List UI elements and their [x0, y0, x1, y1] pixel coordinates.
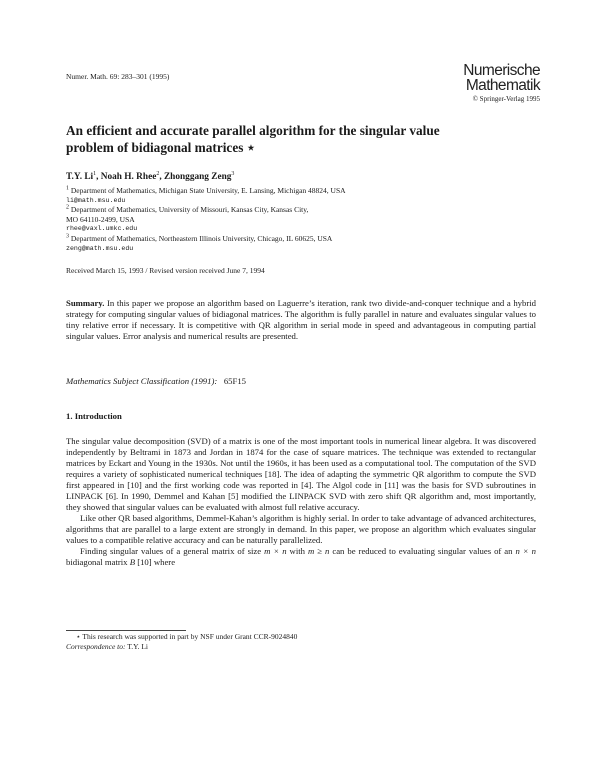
paragraph: The singular value decomposition (SVD) of a matrix is one of the most important tools in numerical linear algebra. It was discovered independently by Beltrami in 1873 and Jordan in 1874 for the case of square matrices. The technique was extended to rectangular matrices by Eckart and Young in the 1930s. Not until the 1960s, it has been used as a computational tool. The computation of the SVD requires a variety of sophisticated numerical techniques [18]. The idea of adapting the symmetric QR algorithm to compute the SVD first appeared in [10] and the first working code was reported in [4]. The Algol code in [11] was the basis for SVD subroutines in LINPACK [6]. In 1990, Demmel and Kahan [5] modified the LINPACK SVD with zero shift QR algorithm and, most importantly, they showed that singular values can be evaluated with almost full relative accuracy. [66, 436, 536, 512]
affiliation-marker: 3 [231, 170, 235, 177]
affiliation-marker: 2 [156, 170, 160, 177]
abstract-label: Summary. [66, 298, 105, 308]
msc-label: Mathematics Subject Classification (1991): [66, 376, 218, 386]
math-expression: B [129, 557, 136, 567]
math-expression: m × n [264, 546, 287, 556]
author-name: Zhonggang Zeng [163, 172, 232, 182]
section-heading: 1. Introduction [66, 411, 122, 421]
email-address: zeng@math.msu.edu [66, 244, 134, 252]
journal-logo [440, 64, 540, 103]
affiliation-text: Department of Mathematics, Northeastern Illinois University, Chicago, IL 60625, USA [70, 233, 333, 243]
paper-title: An efficient and accurate parallel algorithm for the singular value problem of bidiagonal matrices ⋆ [66, 123, 440, 155]
abstract-text: In this paper we propose an algorithm based on Laguerre’s iteration, rank two divide-and-conquer technique and a hybrid strategy for computing singular values of bidiagonal matrices. The algorithm is fully parallel in nature and evaluates singular values to tiny relative error if necessary. It is competitive with QR algorithm in serial mode in speed and advantageous in computing partial singular values. Error analysis and numerical results are presented. [66, 298, 536, 341]
received-dates: Received March 15, 1993 / Revised version received June 7, 1994 [66, 266, 265, 275]
text-run: can be reduced to evaluating singular values of an [329, 546, 516, 556]
correspondence-footnote [66, 642, 536, 652]
text-run: [10] where [135, 557, 176, 567]
affiliation-2-cont: MO 64110-2499, USA [66, 214, 135, 224]
math-expression: n × n [515, 546, 536, 556]
journal-reference: Numer. Math. 69: 283–301 (1995) [66, 72, 170, 81]
correspondence-name: T.Y. Li [125, 641, 149, 651]
affiliation-3 [66, 234, 486, 244]
affiliation-text: Department of Mathematics, University of Missouri, Kansas City, Kansas City, [70, 205, 309, 215]
copyright-line: © Springer-Verlag 1995 [472, 95, 540, 103]
affiliation-number: 1 [66, 185, 69, 192]
text-run: with [286, 546, 308, 556]
affiliation-marker: 1 [93, 170, 97, 177]
affiliation-2 [66, 205, 486, 215]
paragraph [66, 546, 536, 568]
msc-code: 65F15 [223, 376, 247, 386]
author-list [66, 172, 234, 182]
abstract [66, 298, 536, 342]
author-separator: , [96, 172, 101, 182]
math-expression: m ≥ n [308, 546, 330, 556]
email-address: rhee@vaxl.umkc.edu [66, 225, 138, 233]
correspondence-label: Correspondence to: [66, 641, 126, 651]
affiliations [66, 186, 486, 253]
affiliation-text: Department of Mathematics, Michigan State University, E. Lansing, Michigan 48824, USA [70, 186, 346, 195]
logo-line-2: Mathematik [465, 76, 540, 94]
funding-footnote: ⋆ This research was supported in part by NSF under Grant CCR-9024840 [76, 632, 298, 641]
author-name: T.Y. Li [66, 172, 94, 182]
author-separator: , [159, 172, 164, 182]
footnote-divider [66, 630, 186, 631]
text-run: Finding singular values of a general matrix of size [80, 546, 265, 556]
subject-classification [66, 376, 246, 386]
paragraph: Like other QR based algorithms, Demmel-Kahan’s algorithm is highly serial. In order to take advantage of advanced architectures, algorithms that are parallel to a large extent are strongly in demand. In this paper, we propose an algorithm which evaluates singular values to a compatible relative accuracy and can be naturally parallelized. [66, 513, 536, 545]
affiliation-number: 2 [66, 204, 69, 211]
logo-line-1: Numerische [463, 62, 540, 79]
affiliation-number: 3 [66, 233, 69, 240]
author-name: Noah H. Rhee [100, 172, 157, 182]
introduction-body [66, 436, 536, 568]
text-run: bidiagonal matrix [66, 557, 130, 567]
affiliation-1 [66, 186, 486, 196]
email-address: li@math.msu.edu [66, 196, 126, 204]
footnotes [66, 632, 536, 651]
